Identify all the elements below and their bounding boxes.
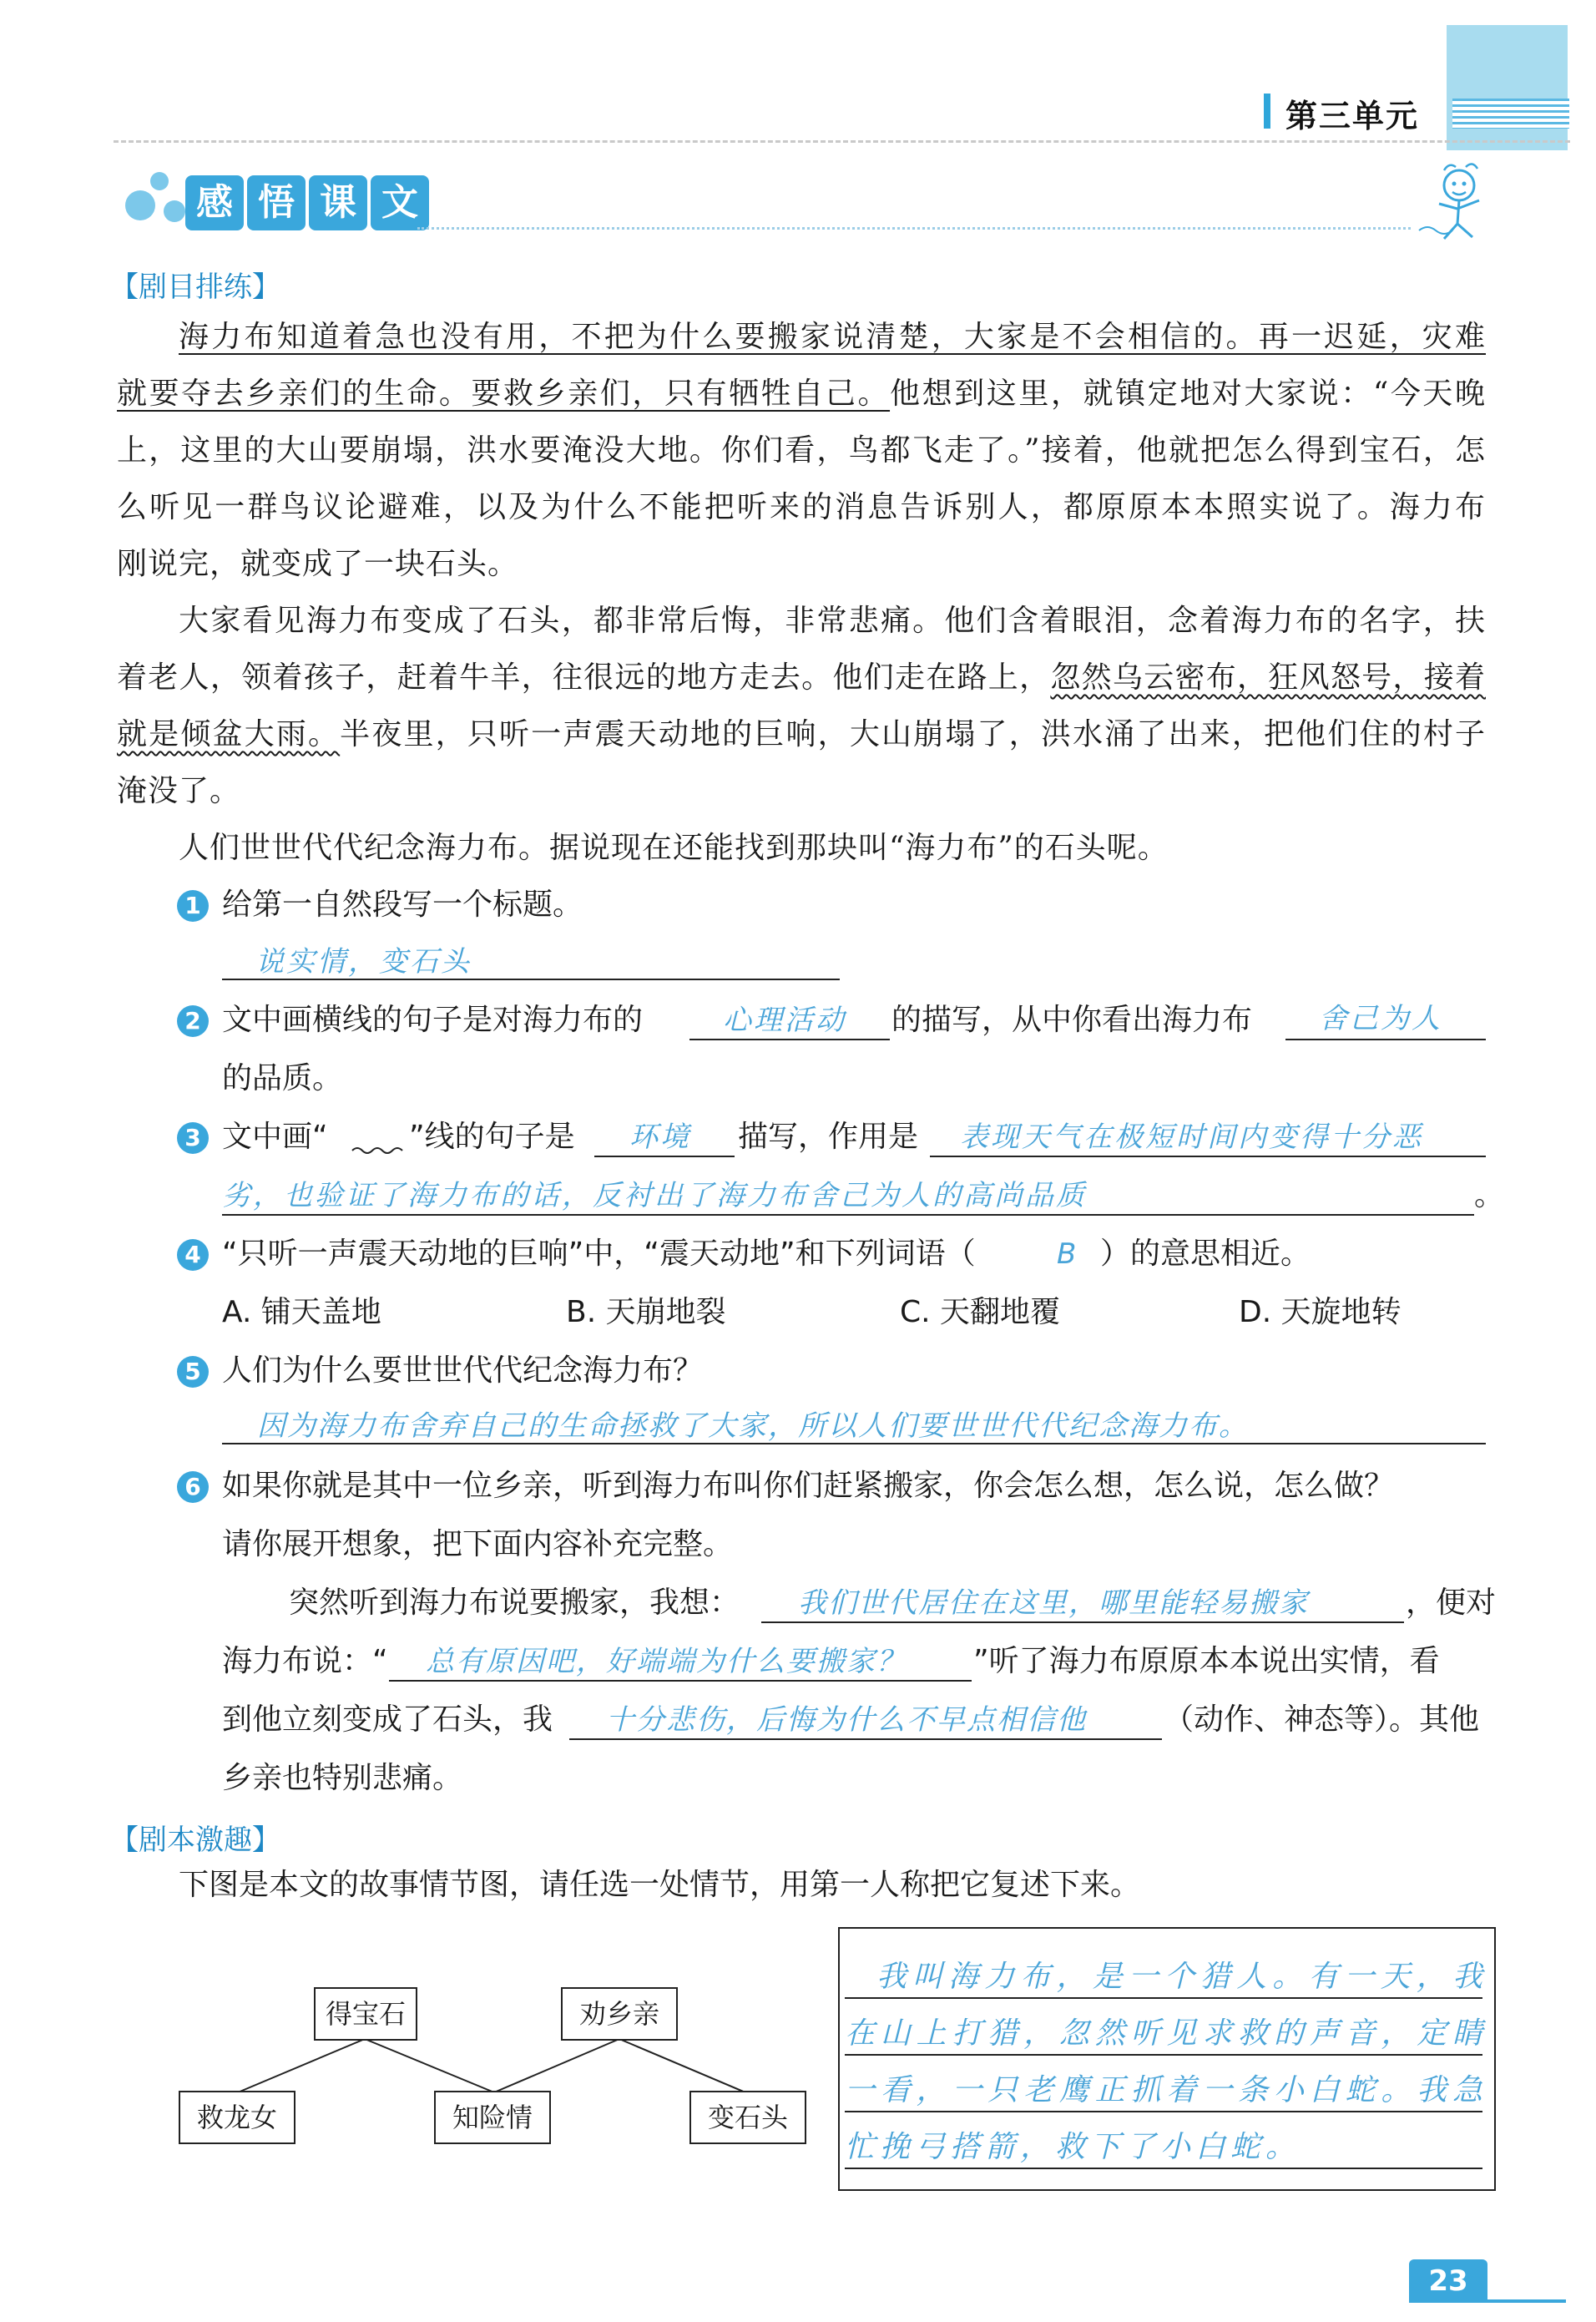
passage-line bbox=[117, 377, 1486, 411]
question-number: 2 bbox=[177, 1005, 209, 1037]
question-text: 如果你就是其中一位乡亲，听到海力布叫你们赶紧搬家，你会怎么想，怎么说，怎么做？ bbox=[222, 1469, 1395, 1503]
plot-node: 变石头 bbox=[689, 2091, 806, 2144]
underlined-sentence: 就要夺去乡亲们的生命。要救乡亲们，只有牺牲自己。 bbox=[117, 377, 891, 411]
bubble-decoration bbox=[150, 172, 169, 190]
wavy-line-sample-icon bbox=[351, 1144, 409, 1157]
answer-text: 环境 bbox=[629, 1121, 691, 1154]
answer-blank[interactable] bbox=[689, 1039, 890, 1040]
question-text: 文中画“ bbox=[222, 1120, 328, 1154]
plot-node: 劝乡亲 bbox=[561, 1987, 678, 2041]
bubble-decoration bbox=[164, 200, 185, 222]
passage-line bbox=[179, 321, 1486, 354]
page-number: 23 bbox=[1409, 2259, 1487, 2303]
passage-line: 刚说完，就变成了一块石头。 bbox=[117, 547, 519, 581]
answer-blank[interactable] bbox=[389, 1680, 972, 1682]
option-c[interactable]: C. 天翻地覆 bbox=[900, 1295, 1061, 1329]
question-number: 6 bbox=[177, 1471, 209, 1503]
answer-text: 说实情，变石头 bbox=[255, 945, 472, 979]
writing-line bbox=[845, 2168, 1482, 2169]
option-b[interactable]: B. 天崩地裂 bbox=[566, 1295, 726, 1329]
plot-node: 知险情 bbox=[434, 2091, 551, 2144]
plot-node: 得宝石 bbox=[314, 1987, 417, 2041]
answer-blank[interactable] bbox=[222, 979, 840, 980]
answer-text: 因为海力布舍弃自己的生命拯救了大家，所以人们要世世代代纪念海力布。 bbox=[257, 1409, 1249, 1443]
question-text: 的描写，从中你看出海力布 bbox=[891, 1003, 1253, 1037]
unit-marker bbox=[1264, 94, 1270, 129]
banner-char: 悟 bbox=[247, 175, 306, 230]
option-a[interactable]: A. 铺天盖地 bbox=[222, 1295, 381, 1329]
writing-line bbox=[845, 2111, 1482, 2112]
answer-blank[interactable] bbox=[930, 1156, 1486, 1157]
passage-line bbox=[117, 718, 1486, 751]
question-text: “只听一声震天动地的巨响”中，“震天动地”和下列词语（ bbox=[222, 1237, 976, 1271]
retell-text: 我叫海力布，是一个猎人。有一天，我 bbox=[876, 1960, 1482, 1994]
passage-line: 上，这里的大山要崩塌，洪水要淹没大地。你们看，鸟都飞走了。”接着，他就把怎么得到宝石，怎 bbox=[117, 433, 1486, 468]
question-text: 的品质。 bbox=[222, 1061, 343, 1095]
question-text: ）的意思相近。 bbox=[1100, 1237, 1311, 1271]
mascot-icon bbox=[1411, 159, 1503, 242]
answer-text: 总有原因吧，好端端为什么要搬家？ bbox=[426, 1645, 907, 1678]
question-text: 海力布说：“ bbox=[222, 1644, 388, 1678]
answer-blank[interactable] bbox=[594, 1156, 735, 1157]
answer-blank[interactable] bbox=[761, 1621, 1404, 1623]
question-text: （动作、神态等）。其他 bbox=[1164, 1702, 1480, 1737]
section-label-rehearsal: 【剧目排练】 bbox=[110, 271, 280, 304]
answer-text: 表现天气在极短时间内变得十分恶 bbox=[960, 1121, 1423, 1154]
passage-text: 着老人，领着孩子，赶着牛羊，往很远的地方走去。他们走在路上， bbox=[117, 660, 1051, 695]
question-text: 描写，作用是 bbox=[738, 1120, 919, 1154]
passage-line: 大家看见海力布变成了石头，都非常后悔，非常悲痛。他们含着眼泪，念着海力布的名字，扶 bbox=[179, 604, 1486, 638]
passage-line bbox=[117, 661, 1486, 695]
question-text: ”听了海力布原原本本说出实情，看 bbox=[973, 1644, 1440, 1678]
answer-text: 舍己为人 bbox=[1319, 1002, 1442, 1035]
option-d[interactable]: D. 天旋地转 bbox=[1239, 1295, 1402, 1329]
bubble-decoration bbox=[125, 190, 155, 220]
passage-line: 么听见一群鸟议论避难，以及为什么不能把听来的消息告诉别人，都原原本本照实说了。海力布 bbox=[117, 490, 1486, 524]
question-text: 。 bbox=[1474, 1178, 1505, 1212]
corner-tab-decoration bbox=[1447, 25, 1568, 150]
question-number: 1 bbox=[177, 890, 209, 922]
banner-char: 感 bbox=[185, 175, 244, 230]
page-number-rule bbox=[1486, 2299, 1566, 2303]
question-number: 3 bbox=[177, 1122, 209, 1154]
plot-node: 救龙女 bbox=[179, 2091, 295, 2144]
answer-text: 劣，也验证了海力布的话，反衬出了海力布舍己为人的高尚品质 bbox=[222, 1179, 1087, 1212]
question-text: ，便对 bbox=[1406, 1586, 1497, 1620]
retell-text: 忙挽弓搭箭，救下了小白蛇。 bbox=[845, 2130, 1301, 2164]
question-text: 乡亲也特别悲痛。 bbox=[222, 1761, 463, 1795]
header-stripes bbox=[1452, 99, 1569, 129]
answer-blank[interactable] bbox=[222, 1443, 1486, 1444]
passage-line: 人们世世代代纪念海力布。据说现在还能找到那块叫“海力布”的石头呢。 bbox=[179, 831, 1169, 865]
question-number: 5 bbox=[177, 1356, 209, 1388]
retell-text: 一看，一只老鹰正抓着一条小白蛇。我急 bbox=[845, 2073, 1482, 2107]
answer-blank[interactable] bbox=[569, 1738, 1162, 1740]
header-divider bbox=[114, 140, 1570, 143]
underlined-sentence: 海力布知道着急也没有用，不把为什么要搬家说清楚，大家是不会相信的。再一迟延，灾难 bbox=[179, 320, 1486, 354]
question-text: ”线的句子是 bbox=[409, 1120, 575, 1154]
retell-text: 在山上打猎，忽然听见求救的声音，定睛 bbox=[845, 2016, 1482, 2051]
banner-char: 课 bbox=[309, 175, 367, 230]
question-text: 给第一自然段写一个标题。 bbox=[222, 888, 583, 922]
question-number: 4 bbox=[177, 1239, 209, 1271]
passage-text: 他想到这里，就镇定地对大家说：“今天晚 bbox=[890, 377, 1486, 411]
banner-underline bbox=[417, 227, 1411, 230]
wavy-underlined-sentence: 忽然乌云密布，狂风怒号，接着 bbox=[1050, 660, 1486, 695]
question-text: 到他立刻变成了石头，我 bbox=[222, 1702, 553, 1737]
answer-text: B bbox=[1057, 1237, 1079, 1271]
answer-blank[interactable] bbox=[222, 1214, 1474, 1216]
wavy-underlined-sentence: 就是倾盆大雨。 bbox=[117, 717, 341, 751]
question-text: 请你展开想象，把下面内容补充完整。 bbox=[222, 1527, 734, 1561]
answer-text: 心理活动 bbox=[723, 1004, 846, 1037]
writing-line bbox=[845, 1997, 1482, 1999]
instruction-text: 下图是本文的故事情节图，请任选一处情节，用第一人称把它复述下来。 bbox=[179, 1868, 1141, 1902]
question-text: 文中画横线的句子是对海力布的 bbox=[222, 1003, 644, 1037]
passage-line: 淹没了。 bbox=[117, 774, 241, 808]
answer-text: 我们世代居住在这里，哪里能轻易搬家 bbox=[798, 1586, 1309, 1620]
passage-text: 半夜里，只听一声震天动地的巨响，大山崩塌了，洪水涌了出来，把他们住的村子 bbox=[340, 717, 1486, 751]
question-text: 突然听到海力布说要搬家，我想： bbox=[289, 1586, 740, 1620]
banner-char: 文 bbox=[371, 175, 429, 230]
unit-title: 第三单元 bbox=[1285, 98, 1420, 134]
question-text: 人们为什么要世世代代纪念海力布？ bbox=[222, 1353, 704, 1388]
answer-text: 十分悲伤，后悔为什么不早点相信他 bbox=[606, 1703, 1087, 1737]
section-label-script: 【剧本激趣】 bbox=[110, 1824, 280, 1857]
writing-line bbox=[845, 2054, 1482, 2056]
answer-blank[interactable] bbox=[1285, 1039, 1486, 1040]
